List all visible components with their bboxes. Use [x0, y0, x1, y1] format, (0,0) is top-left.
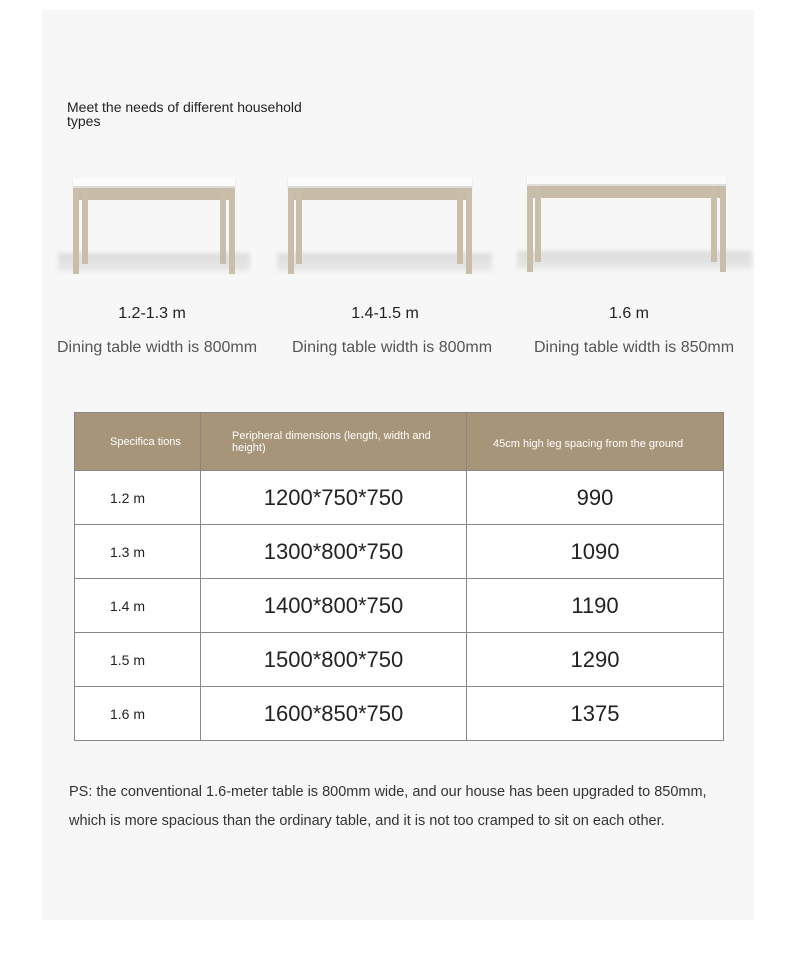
table-row	[75, 579, 724, 633]
footnote: PS: the conventional 1.6-meter table is 800mm wide, and our house has been upgraded to 850mm, which is more spacious than the ordinary table, and it is not too cramped to sit on each other.	[69, 784, 707, 829]
spec-cell: 1.4 m	[75, 579, 201, 633]
table-row	[75, 687, 724, 741]
variant-size: 1.2-1.3 m	[118, 305, 186, 322]
table-row	[75, 525, 724, 579]
variant-size: 1.4-1.5 m	[351, 305, 419, 322]
header-spec: Specifica tions	[75, 413, 201, 471]
dimensions-cell: 1300*800*750	[201, 525, 467, 579]
dimensions-cell: 1500*800*750	[201, 633, 467, 687]
table-row	[75, 633, 724, 687]
leg-spacing-cell: 1090	[467, 525, 724, 579]
header-leg-spacing: 45cm high leg spacing from the ground	[467, 413, 724, 471]
variant-desc: Dining table width is 800mm	[291, 339, 493, 356]
dimensions-cell: 1600*850*750	[201, 687, 467, 741]
spec-cell: 1.3 m	[75, 525, 201, 579]
spec-cell: 1.2 m	[75, 471, 201, 525]
header-dimensions: Peripheral dimensions (length, width and height)	[201, 413, 467, 471]
spec-cell: 1.6 m	[75, 687, 201, 741]
leg-spacing-cell: 1290	[467, 633, 724, 687]
spec-cell: 1.5 m	[75, 633, 201, 687]
table-row	[75, 471, 724, 525]
variant-size: 1.6 m	[608, 305, 649, 322]
dimensions-cell: 1200*750*750	[201, 471, 467, 525]
variant-desc: Dining table width is 800mm	[56, 339, 258, 356]
table-header	[75, 413, 724, 471]
section-heading: Meet the needs of different household types	[67, 99, 302, 129]
variant-desc: Dining table width is 850mm	[533, 339, 735, 356]
spec-table	[74, 412, 724, 741]
dimensions-cell: 1400*800*750	[201, 579, 467, 633]
leg-spacing-cell: 1190	[467, 579, 724, 633]
leg-spacing-cell: 1375	[467, 687, 724, 741]
leg-spacing-cell: 990	[467, 471, 724, 525]
